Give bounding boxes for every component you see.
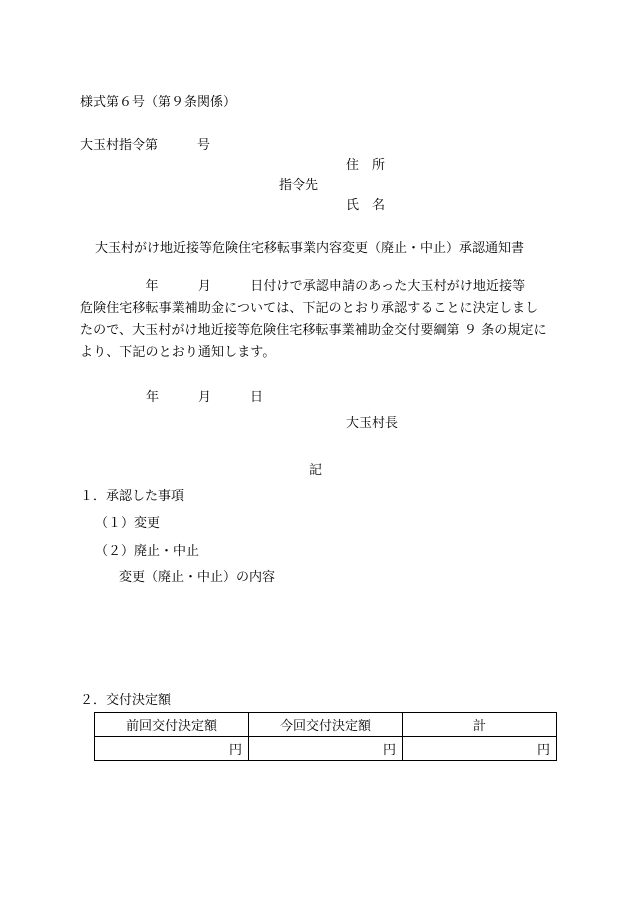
body-line: たので、大玉村がけ地近接等危険住宅移転事業補助金交付要綱第 ９ 条の規定に bbox=[80, 323, 547, 338]
body-paragraph bbox=[80, 276, 555, 364]
address-label: 住 所 bbox=[346, 158, 386, 173]
section1-item-change: （１）変更 bbox=[95, 516, 161, 531]
document-title: 大玉村がけ地近接等危険住宅移転事業内容変更（廃止・中止）承認通知書 bbox=[95, 241, 525, 256]
column-total: 計 bbox=[403, 713, 557, 737]
issuer: 大玉村長 bbox=[346, 416, 399, 431]
cell-previous-amount: 円 bbox=[95, 737, 249, 761]
body-line: 危険住宅移転事業補助金については、下記のとおり承認することに決定しまし bbox=[80, 301, 539, 316]
name-label: 氏 名 bbox=[346, 198, 386, 213]
addressee-label: 指令先 bbox=[279, 178, 319, 193]
cell-total-amount: 円 bbox=[403, 737, 557, 761]
section1-item-abolish: （２）廃止・中止 bbox=[95, 544, 200, 559]
change-content-label: 変更（廃止・中止）の内容 bbox=[119, 570, 276, 585]
directive-number: 大玉村指令第 号 bbox=[80, 138, 211, 153]
cell-current-amount: 円 bbox=[249, 737, 403, 761]
table-header-row bbox=[95, 713, 557, 737]
body-line: より、下記のとおり通知します。 bbox=[80, 345, 276, 360]
ki-label: 記 bbox=[309, 463, 323, 478]
section2-heading: ２．交付決定額 bbox=[80, 693, 172, 708]
section1-heading: １．承認した事項 bbox=[80, 489, 185, 504]
column-current: 今回交付決定額 bbox=[249, 713, 403, 737]
column-previous: 前回交付決定額 bbox=[95, 713, 249, 737]
form-number: 様式第６号（第９条関係） bbox=[80, 95, 237, 110]
table-row bbox=[95, 737, 557, 761]
date-line: 年 月 日 bbox=[146, 390, 264, 405]
amount-table bbox=[94, 712, 557, 761]
body-line: 年 月 日付けで承認申請のあった大玉村がけ地近接等 bbox=[80, 279, 526, 294]
